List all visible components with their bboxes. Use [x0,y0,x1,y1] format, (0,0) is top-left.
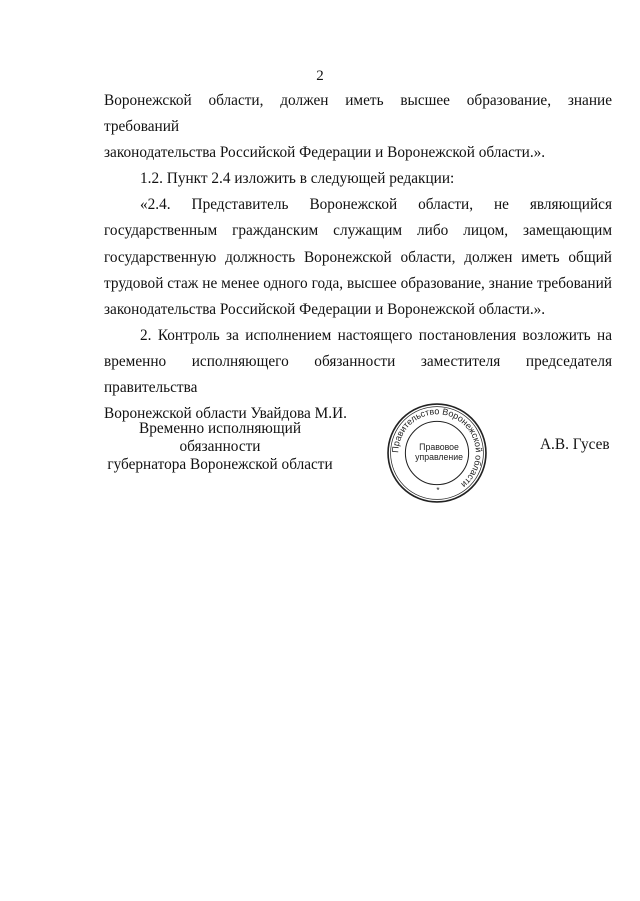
position-line: Временно исполняющий обязанности [139,420,301,455]
paragraph-line: законодательства Российской Федерации и Воронежской области.». [104,300,546,318]
paragraph-line: временно исполняющего обязанности заместителя председателя правительства [104,352,612,397]
paragraph-line: государственным гражданским служащим либо лицом, замещающим [104,222,612,240]
paragraph-line: законодательства Российской Федерации и Воронежской области.». [104,144,546,162]
page-number: 2 [316,68,324,84]
stamp-star-mark: * [436,485,440,495]
stamp-ring-text: Правительство Воронежской области [390,406,484,490]
paragraph-line: Воронежской области Увайдова М.И. [104,405,347,423]
signatory-name: А.В. Гусев [540,436,610,453]
official-stamp-icon [386,402,488,504]
paragraph-line: 1.2. Пункт 2.4 изложить в следующей редакции: [140,170,455,188]
paragraph-line: Воронежской области, должен иметь высшее образование, знание требований [104,92,612,136]
paragraph-line: «2.4. Представитель Воронежской области, не являющийся [140,196,612,214]
signatory-position [100,420,340,474]
paragraph-line: трудовой стаж не менее одного года, высшее образование, знание требований [104,274,612,292]
stamp-center-text: Правовое [419,441,459,452]
position-line: губернатора Воронежской области [107,456,333,473]
paragraph-line: 2. Контроль за исполнением настоящего постановления возложить на [140,326,612,344]
document-body [104,88,612,427]
stamp-center-text: управление [415,452,464,463]
paragraph-line: государственную должность Воронежской области, должен иметь общий [104,248,612,266]
